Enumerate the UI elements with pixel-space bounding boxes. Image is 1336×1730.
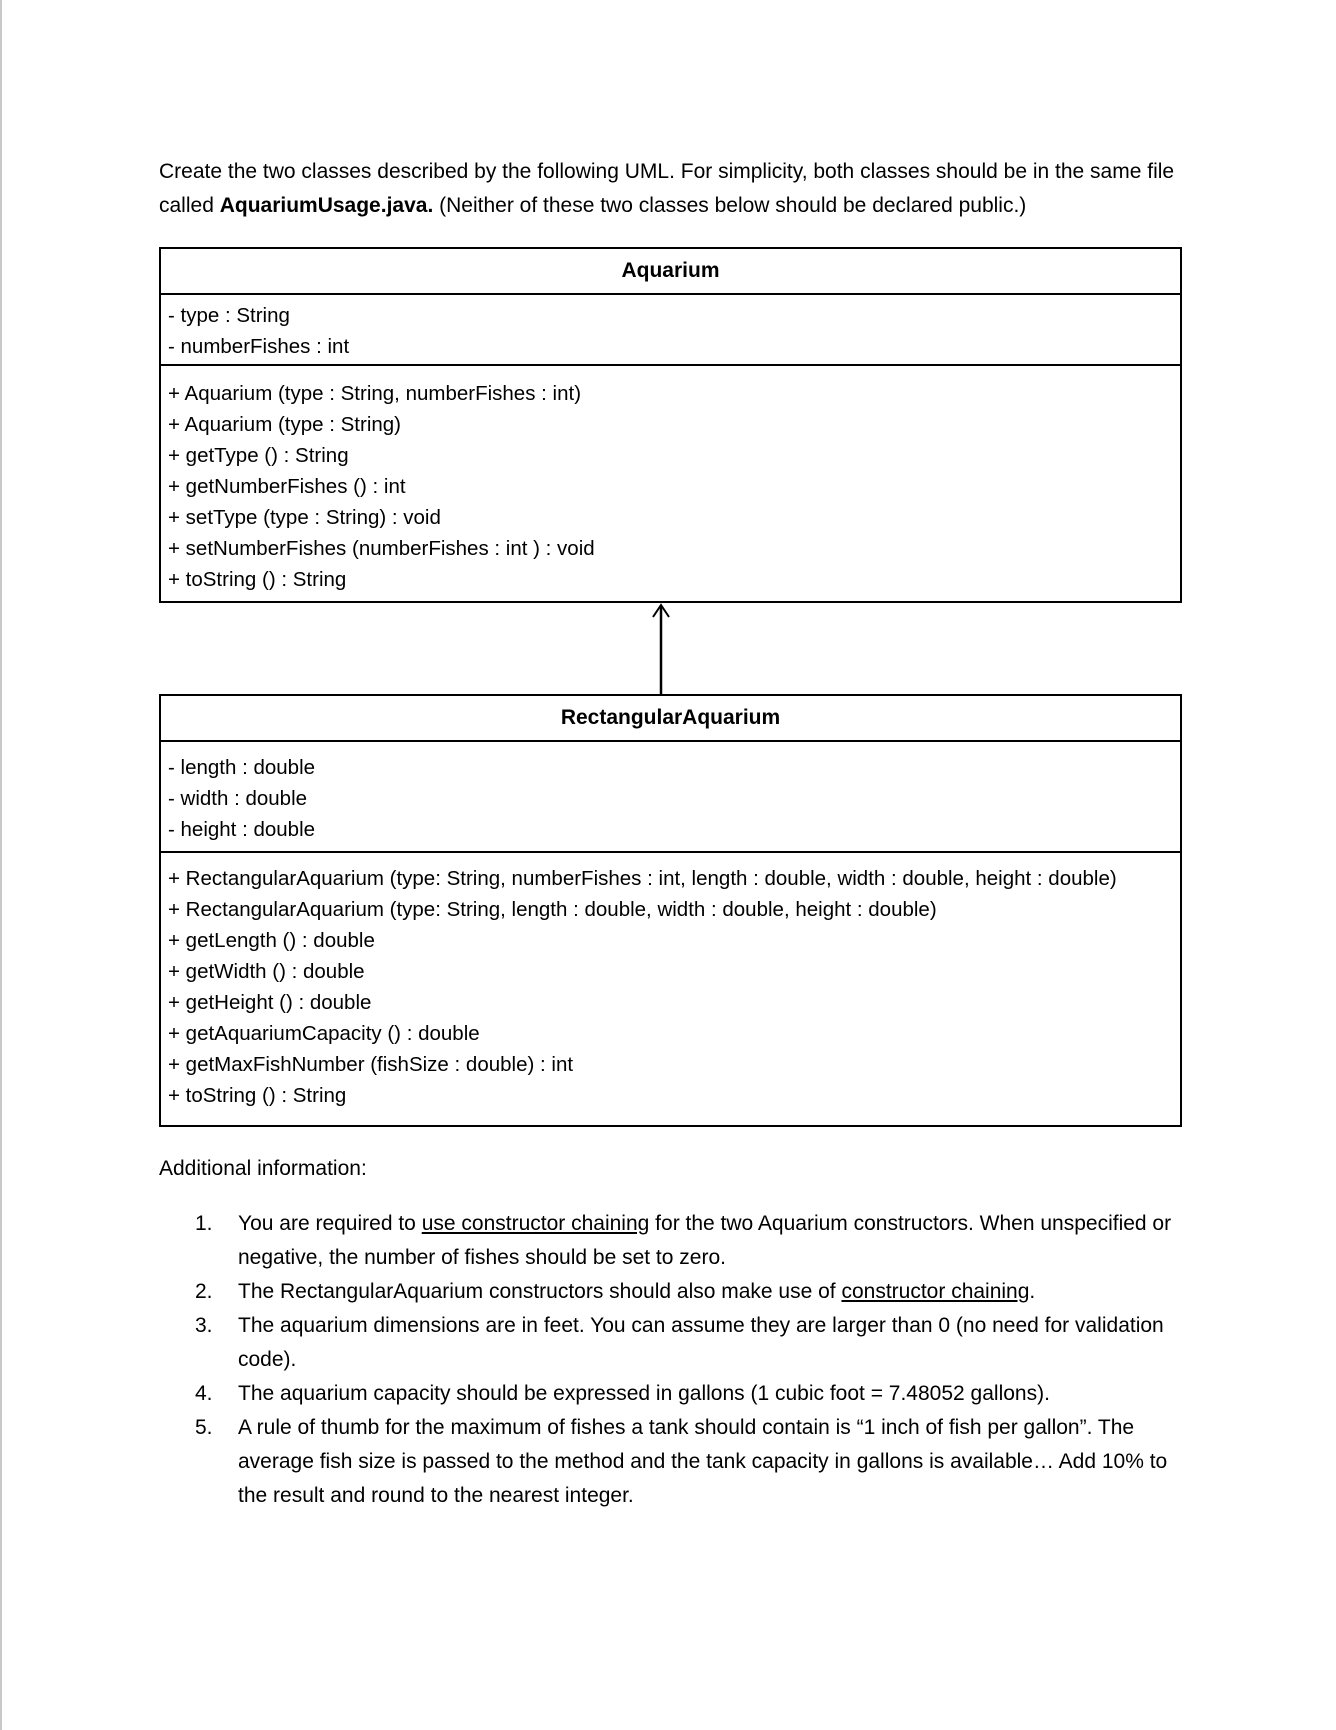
method-line: + setNumberFishes (numberFishes : int ) : void [168, 537, 595, 560]
item-text: The RectangularAquarium constructors should also make use of [238, 1280, 842, 1303]
aquarium-methods [161, 366, 1180, 599]
method-line: + getHeight () : double [168, 991, 372, 1014]
list-number: 4. [195, 1382, 213, 1405]
intro-filename: AquariumUsage.java. [219, 194, 434, 217]
uml-class-aquarium [159, 247, 1182, 603]
item-text: for the two Aquarium constructors. When unspecified or negative, the number of fishes should be set to zero. [238, 1212, 1172, 1269]
attribute-line: - length : double [168, 756, 316, 779]
rectangular-methods [161, 853, 1180, 1125]
method-line: + getMaxFishNumber (fishSize : double) : int [168, 1053, 574, 1076]
intro-text-1: Create the two classes described by the following UML. For simplicity, both classes should be in the same file called [159, 160, 1175, 217]
method-line: + RectangularAquarium (type: String, numberFishes : int, length : double, width : double, height : double) [168, 867, 1117, 890]
list-item [195, 1377, 1195, 1411]
intro-paragraph [159, 155, 1179, 223]
list-number: 5. [195, 1416, 213, 1439]
attribute-line: - type : String [168, 304, 290, 327]
method-line: + getWidth () : double [168, 960, 365, 983]
method-line: + getType () : String [168, 444, 349, 467]
method-line: + RectangularAquarium (type: String, length : double, width : double, height : double) [168, 898, 937, 921]
class-name-rectangular-aquarium: RectangularAquarium [161, 696, 1180, 742]
method-line: + getNumberFishes () : int [168, 475, 406, 498]
list-item [195, 1411, 1195, 1513]
item-text: The aquarium capacity should be expressed in gallons (1 cubic foot = 7.48052 gallons). [238, 1382, 1050, 1405]
item-text: You are required to [238, 1212, 422, 1235]
list-item [195, 1309, 1195, 1377]
additional-info-heading: Additional information: [159, 1157, 367, 1180]
rectangular-attributes [161, 742, 1180, 853]
list-number: 3. [195, 1314, 213, 1337]
item-text: The aquarium dimensions are in feet. You can assume they are larger than 0 (no need for validation code). [238, 1314, 1164, 1371]
list-item [195, 1275, 1195, 1309]
class-name-aquarium: Aquarium [161, 249, 1180, 295]
page-edge-rule [0, 0, 2, 1730]
attribute-line: - height : double [168, 818, 316, 841]
method-line: + getAquariumCapacity () : double [168, 1022, 480, 1045]
method-line: + toString () : String [168, 1084, 347, 1107]
method-line: + Aquarium (type : String) [168, 413, 402, 436]
list-item [195, 1207, 1195, 1275]
method-line: + setType (type : String) : void [168, 506, 441, 529]
method-line: + Aquarium (type : String, numberFishes : int) [168, 382, 582, 405]
item-text: A rule of thumb for the maximum of fishes a tank should contain is “1 inch of fish per gallon”. The average fish size is passed to the method and the tank capacity in gallons is available… Add 10% to the result and round to the nearest integer. [238, 1416, 1168, 1507]
uml-class-rectangular-aquarium [159, 694, 1182, 1127]
list-number: 1. [195, 1212, 213, 1235]
attribute-line: - width : double [168, 787, 308, 810]
inheritance-arrowhead [653, 605, 669, 617]
underlined-term: constructor chaining [841, 1280, 1030, 1303]
aquarium-attributes [161, 295, 1180, 366]
underlined-term: use constructor chaining [421, 1212, 650, 1235]
list-number: 2. [195, 1280, 213, 1303]
requirements-list [195, 1207, 1195, 1513]
method-line: + getLength () : double [168, 929, 375, 952]
attribute-line: - numberFishes : int [168, 335, 350, 358]
item-text: . [1029, 1280, 1036, 1303]
intro-text-2: (Neither of these two classes below should be declared public.) [433, 194, 1027, 217]
method-line: + toString () : String [168, 568, 347, 591]
